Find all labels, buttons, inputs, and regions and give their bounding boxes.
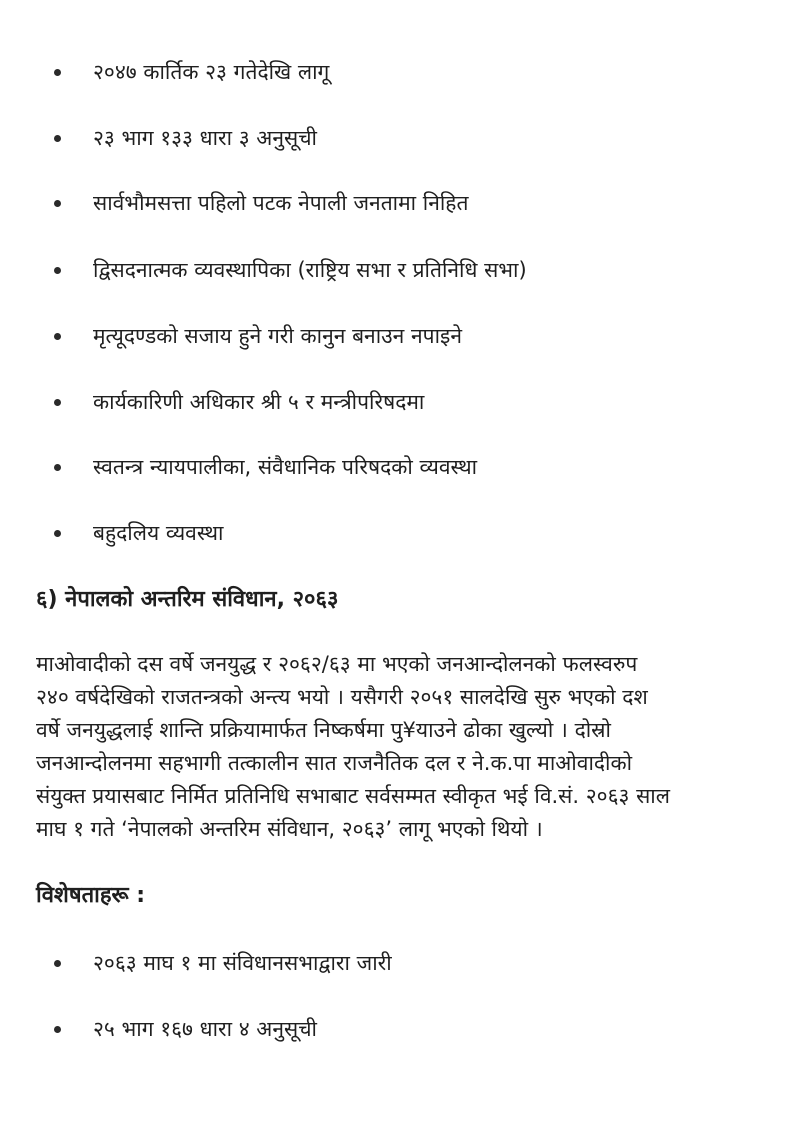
list-item <box>50 54 780 90</box>
paragraph-line: वर्षे जनयुद्धलाई शान्ति प्रक्रियामार्फत निष्कर्षमा पु¥याउने ढोका खुल्यो । दोस्रो <box>36 718 612 742</box>
paragraph-line: माओवादीको दस वर्षे जनयुद्ध र २०६२/६३ मा भएको जनआन्दोलनको फलस्वरुप <box>36 652 638 676</box>
list-item-text: द्विसदनात्मक व्यवस्थापिका (राष्ट्रिय सभा र प्रतिनिधि सभा) <box>93 258 527 282</box>
list-item-text: बहुदलिय व्यवस्था <box>93 521 224 545</box>
bullet-icon <box>54 333 61 340</box>
list-item <box>50 318 780 354</box>
bullet-icon <box>54 69 61 76</box>
list-item <box>50 185 780 221</box>
bullet-icon <box>54 530 61 537</box>
paragraph-line: माघ १ गते ‘नेपालको अन्तरिम संविधान, २०६३’ लागू भएको थियो । <box>36 817 543 841</box>
list-item-text: मृत्यूदण्डको सजाय हुने गरी कानुन बनाउन नपाइने <box>93 324 462 348</box>
list-item-text: स्वतन्त्र न्यायपालीका, संवैधानिक परिषदको व्यवस्था <box>93 455 478 479</box>
bullet-icon <box>54 399 61 406</box>
section-paragraph <box>36 648 766 846</box>
list-item <box>50 1011 780 1047</box>
list-item <box>50 515 780 551</box>
section-heading: ६) नेपालको अन्तरिम संविधान, २०६३ <box>36 587 339 612</box>
bullet-icon <box>54 200 61 207</box>
bullet-icon <box>54 135 61 142</box>
bullet-icon <box>54 464 61 471</box>
bullet-icon <box>54 960 61 967</box>
list-item-text: २५ भाग १६७ धारा ४ अनुसूची <box>93 1017 317 1041</box>
list-item-text: २०६३ माघ १ मा संविधानसभाद्वारा जारी <box>93 951 392 975</box>
list-item <box>50 945 780 981</box>
paragraph-line: २४० वर्षदेखिको राजतन्त्रको अन्त्य भयो । यसैगरी २०५१ सालदेखि सुरु भएको दश <box>36 685 648 709</box>
list-item <box>50 120 780 156</box>
features-heading: विशेषताहरू : <box>36 883 146 908</box>
list-item <box>50 449 780 485</box>
list-item-text: २०४७ कार्तिक २३ गतेदेखि लागू <box>93 60 330 84</box>
bullet-icon <box>54 267 61 274</box>
list-item-text: कार्यकारिणी अधिकार श्री ५ र मन्त्रीपरिषदमा <box>93 390 425 414</box>
list-item-text: सार्वभौमसत्ता पहिलो पटक नेपाली जनतामा निहित <box>93 191 469 215</box>
paragraph-line: संयुक्त प्रयासबाट निर्मित प्रतिनिधि सभाबाट सर्वसम्मत स्वीकृत भई वि.सं. २०६३ साल <box>36 784 670 808</box>
list-item-text: २३ भाग १३३ धारा ३ अनुसूची <box>93 126 317 150</box>
list-item <box>50 252 780 288</box>
list-item <box>50 384 780 420</box>
bullet-icon <box>54 1026 61 1033</box>
paragraph-line: जनआन्दोलनमा सहभागी तत्कालीन सात राजनैतिक दल र ने.क.पा माओवादीको <box>36 751 633 775</box>
